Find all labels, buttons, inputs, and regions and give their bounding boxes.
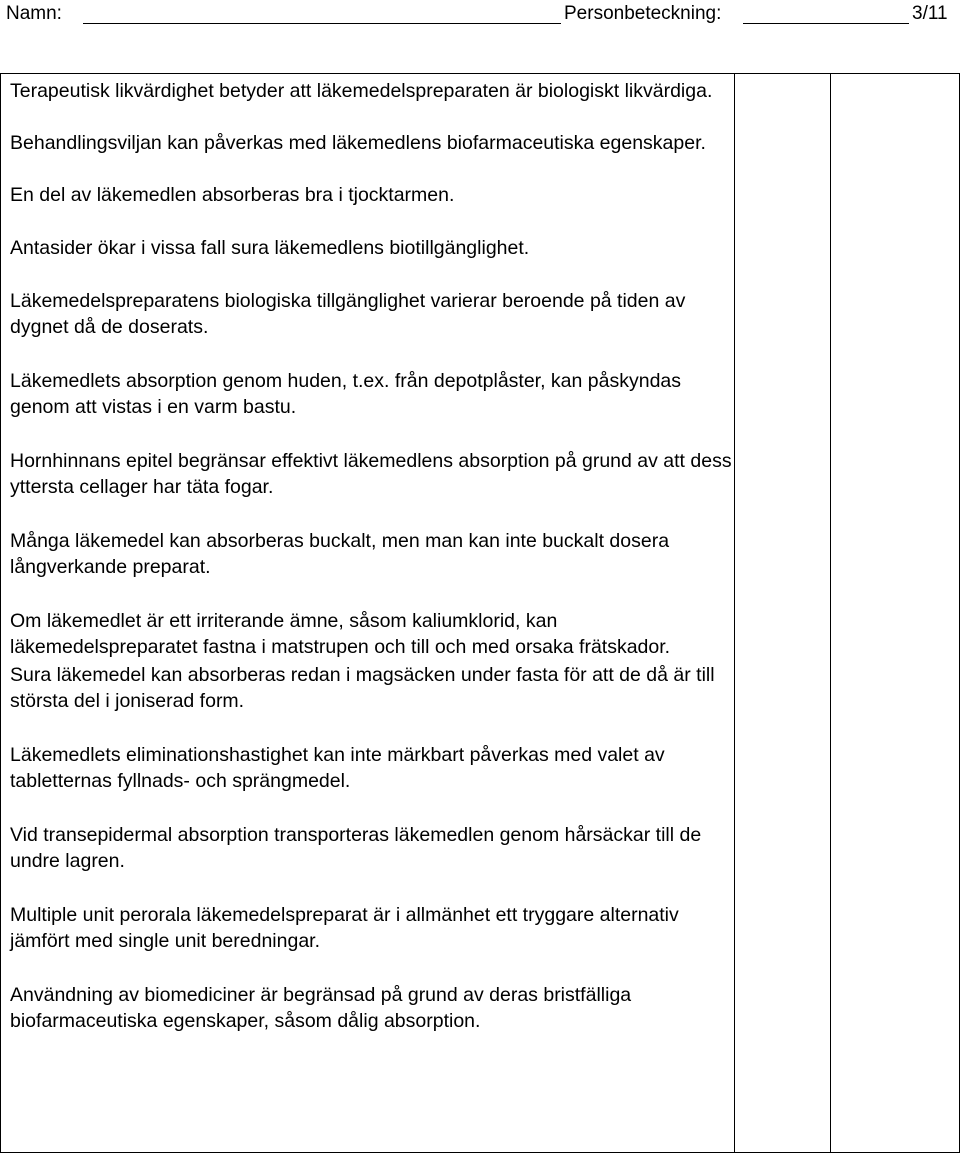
statement-table bbox=[0, 73, 960, 1154]
statement-10: Sura läkemedel kan absorberas redan i magsäcken under fasta för att de då är till största del i joniserad form. bbox=[10, 664, 715, 712]
statement-14: Användning av biomediciner är begränsad på grund av deras bristfälliga biofarmaceutiska egenskaper, såsom dålig absorption. bbox=[10, 984, 632, 1032]
answer-column-2[interactable] bbox=[831, 74, 960, 1153]
answer-column-1[interactable] bbox=[735, 74, 831, 1153]
statement-11: Läkemedlets eliminationshastighet kan inte märkbart påverkas med valet av tabletternas fyllnads- och sprängmedel. bbox=[10, 744, 665, 792]
statement-1: Terapeutisk likvärdighet betyder att läkemedelspreparaten är biologiskt likvärdiga. bbox=[10, 80, 713, 102]
page-number: 3/11 bbox=[912, 3, 948, 24]
statement-9: Om läkemedlet är ett irriterande ämne, såsom kaliumklorid, kan läkemedelspreparatet fastna i matstrupen och till och med orsaka frätskador. bbox=[10, 610, 671, 658]
statement-4: Antasider ökar i vissa fall sura läkemedlens biotillgänglighet. bbox=[10, 237, 530, 259]
statement-5: Läkemedelspreparatens biologiska tillgänglighet varierar beroende på tiden av dygnet då de doserats. bbox=[10, 290, 686, 338]
statements-column bbox=[1, 74, 735, 1153]
statement-7: Hornhinnans epitel begränsar effektivt läkemedlens absorption på grund av att dess yttersta cellager har täta fogar. bbox=[10, 450, 732, 498]
person-id-label: Personbeteckning: bbox=[564, 3, 722, 24]
statement-13: Multiple unit perorala läkemedelspreparat är i allmänhet ett tryggare alternativ jämfört med single unit beredningar. bbox=[10, 904, 679, 952]
statement-12: Vid transepidermal absorption transporteras läkemedlen genom hårsäckar till de undre lagren. bbox=[10, 824, 702, 872]
statement-6: Läkemedlets absorption genom huden, t.ex. från depotplåster, kan påskyndas genom att vistas i en varm bastu. bbox=[10, 370, 682, 418]
person-id-line[interactable] bbox=[743, 23, 909, 24]
statement-8: Många läkemedel kan absorberas buckalt, men man kan inte buckalt dosera långverkande preparat. bbox=[10, 530, 670, 578]
statement-3: En del av läkemedlen absorberas bra i tjocktarmen. bbox=[10, 184, 455, 206]
page-header bbox=[6, 2, 956, 28]
name-line[interactable] bbox=[83, 23, 561, 24]
statement-2: Behandlingsviljan kan påverkas med läkemedlens biofarmaceutiska egenskaper. bbox=[10, 132, 706, 154]
name-label: Namn: bbox=[6, 3, 62, 24]
